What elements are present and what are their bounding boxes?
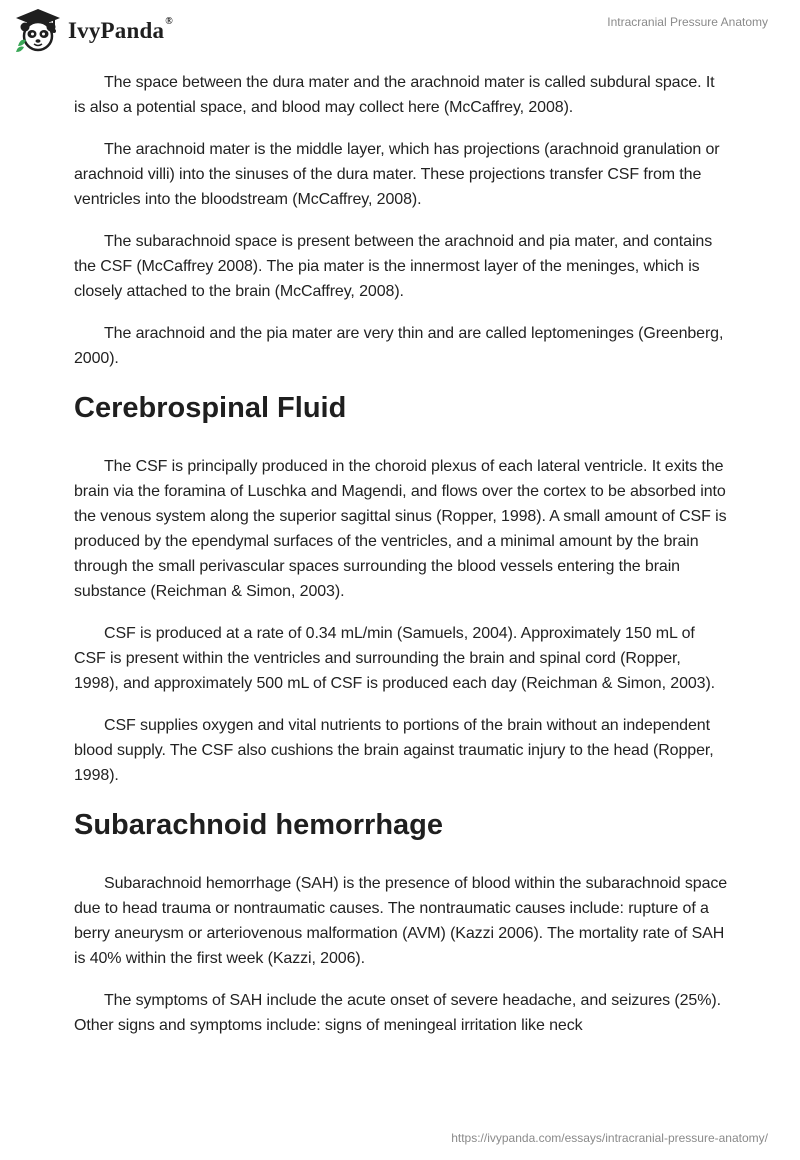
paragraph: The subarachnoid space is present between the arachnoid and pia mater, and contains the CSF (McCaffrey 2008). The pia mater is the innermost layer of the meninges, which is closely attached to the brain (McCaffrey, 2008). bbox=[74, 233, 713, 300]
paragraph: Subarachnoid hemorrhage (SAH) is the presence of blood within the subarachnoid space due to head trauma or nontraumatic causes. The nontraumatic causes include: rupture of a berry aneurysm or arteriovenous malformation (AVM) (Kazzi 2006). The mortality rate of SAH is 40% within the first week (Kazzi, 2006). bbox=[74, 875, 728, 967]
paragraph: CSF is produced at a rate of 0.34 mL/min (Samuels, 2004). Approximately 150 mL of CSF is present within the ventricles and surrounding the brain and spinal cord (Ropper, 1998), and approximately 500 mL of CSF is produced each day (Reichman & Simon, 2003). bbox=[74, 625, 716, 692]
panda-graduate-icon bbox=[14, 6, 62, 54]
paragraph: CSF supplies oxygen and vital nutrients to portions of the brain without an independent blood supply. The CSF also cushions the brain against traumatic injury to the head (Ropper, 1998). bbox=[74, 717, 714, 784]
paragraph: The arachnoid mater is the middle layer, which has projections (arachnoid granulation or arachnoid villi) into the sinuses of the dura mater. These projections transfer CSF from the ventricles into the bloodstream (McCaffrey, 2008). bbox=[74, 141, 720, 208]
section-heading-csf: Cerebrospinal Fluid bbox=[74, 392, 347, 424]
paragraph: The space between the dura mater and the arachnoid mater is called subdural space. It is also a potential space, and blood may collect here (McCaffrey, 2008). bbox=[74, 74, 715, 116]
registered-mark: ® bbox=[165, 16, 173, 27]
paragraph: The CSF is principally produced in the choroid plexus of each lateral ventricle. It exits the brain via the foramina of Luschka and Magendi, and flows over the cortex to be absorbed into the venous system along the superior sagittal sinus (Ropper, 1998). A small amount of CSF is produced by the ependymal surfaces of the ventricles, and a minimal amount by the brain through the small perivascular spaces surrounding the blood vessels entering the brain substance (Reichman & Simon, 2003). bbox=[74, 458, 727, 600]
page-header bbox=[0, 0, 800, 70]
paragraph: The symptoms of SAH include the acute onset of severe headache, and seizures (25%). Other signs and symptoms include: signs of meningeal irritation like neck bbox=[74, 992, 721, 1034]
document-title: Intracranial Pressure Anatomy bbox=[607, 15, 768, 29]
paragraph: The arachnoid and the pia mater are very thin and are called leptomeninges (Greenberg, 2000). bbox=[74, 325, 724, 367]
section-heading-sah: Subarachnoid hemorrhage bbox=[74, 809, 444, 841]
source-url[interactable]: https://ivypanda.com/essays/intracranial-pressure-anatomy/ bbox=[451, 1131, 768, 1145]
ivypanda-logo[interactable] bbox=[14, 6, 173, 54]
brand-name: IvyPanda® bbox=[68, 16, 173, 43]
essay-content bbox=[74, 70, 728, 1055]
